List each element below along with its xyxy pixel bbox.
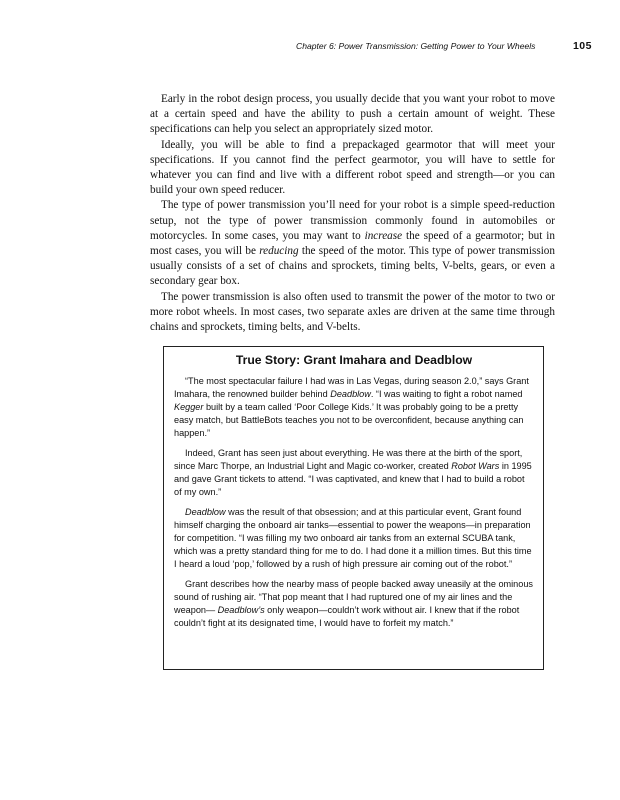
paragraph: Ideally, you will be able to find a prepackaged gearmotor that will meet your specifications. If you cannot find the perfect gearmotor, you will have to settle for whatever you can find and live with a different robot speed and strength—or you can build your own speed reducer. [150,138,555,197]
emphasis-reducing: reducing [259,245,299,258]
emphasis-robot-wars: Robot Wars [451,461,500,472]
text-span: Indeed, Grant has seen just about everything. He was there at the birth of the sport, since Marc Thorpe, an Industrial Light and Magic co-worker, created [174,448,523,472]
text-span: Grant describes how the nearby mass of people backed away uneasily at the ominous sound of rushing air. “That pop meant that I had ruptured one of my air lines and the weapon— [174,579,533,616]
sidebar-paragraph [174,375,534,440]
text-span: only weapon—couldn’t work without air. I knew that if the robot couldn’t fight at its designated time, I would have to forfeit my match.” [174,605,520,629]
text-span: the speed of the motor. This type of power transmission usually consists of a set of chains and sprockets, timing belts, V-belts, gears, or even a secondary gear box. [150,245,555,288]
text-span: The type of power transmission you’ll need for your robot is a simple speed-reduction setup, not the type of power transmission commonly found in automobiles or motorcycles. In some cases, you may want to [150,199,555,242]
emphasis-kegger: Kegger [174,402,204,413]
text-span: “The most spectacular failure I had was in Las Vegas, during season 2.0,” says Grant Imahara, the renowned builder behind [174,376,529,400]
text-span: built by a team called ‘Poor College Kids.’ It was probably going to be a pretty easy match, but BattleBots teaches you not to be overconfident, because anything can happen.” [174,402,524,439]
emphasis-deadblow: Deadblow [330,389,371,400]
paragraph: Early in the robot design process, you usually decide that you want your robot to move at a certain speed and have the ability to push a certain amount of weight. These specifications can help you select an appropriately sized motor. [150,93,555,136]
emphasis-increase: increase [364,229,403,242]
chapter-label: Chapter 6: Power Transmission: Getting Power to Your Wheels [296,41,536,51]
text-span: . “I was waiting to fight a robot named [370,389,523,400]
text-span: was the result of that obsession; and at this particular event, Grant found himself charging the onboard air tanks—essential to power the weapons—in preparation for competition. “I was filling my two onboard air tanks from an external SCUBA tank, which was a pretty standard thing for me to do. I had done it a million times. But this time I heard a loud ‘pop,’ followed by a rush of high pressure air coming out of the robot.” [174,507,532,570]
text-span: in 1995 and gave Grant tickets to attend. “I was captivated, and knew that I had to build a robot of my own.” [174,461,532,498]
page-number: 105 [572,40,592,52]
emphasis-deadblow: Deadblow [185,507,226,518]
text-span: the speed of a gearmotor; but in most cases, you will be [150,229,555,258]
sidebar-paragraph [174,578,534,630]
sidebar-paragraph [174,447,534,499]
sidebar-title: True Story: Grant Imahara and Deadblow [235,353,473,367]
paragraph: The power transmission is also often used to transmit the power of the motor to two or more robot wheels. In most cases, two separate axles are driven at the same time through chains and sprockets, timing belts, and V-belts. [150,290,555,334]
emphasis-deadblows: Deadblow’s [217,605,265,616]
main-body-text [150,92,555,335]
paragraph [150,198,555,289]
sidebar-box [163,346,544,670]
sidebar-paragraph [174,506,534,571]
